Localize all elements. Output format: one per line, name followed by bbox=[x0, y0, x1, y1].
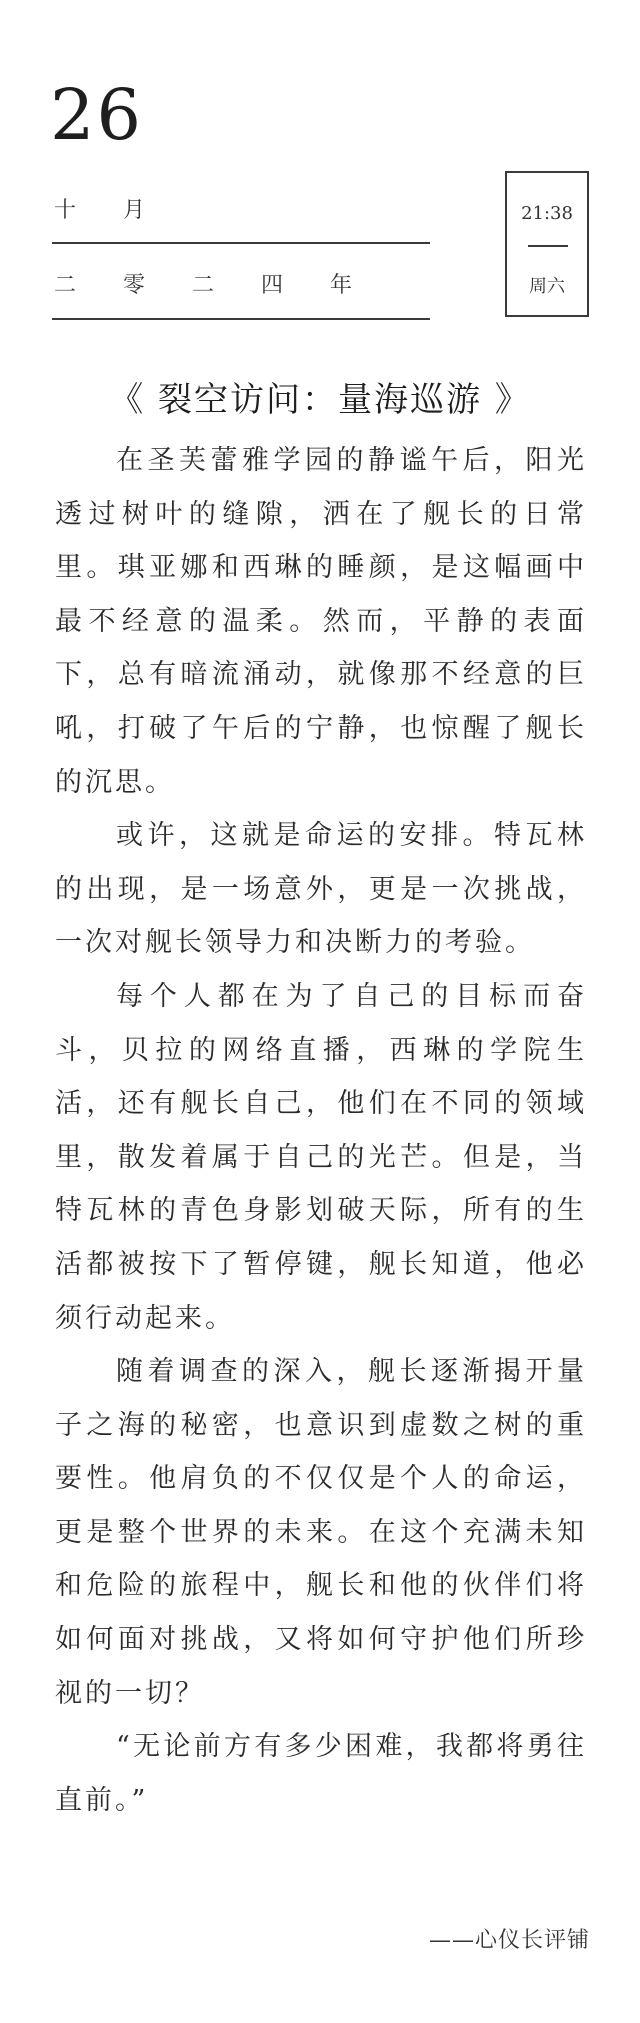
paragraph: 或许，这就是命运的安排。特瓦林的出现，是一场意外，更是一次挑战，一次对舰长领导力和决断力的考验。 bbox=[55, 820, 587, 959]
year-label: 二 零 二 四 年 bbox=[54, 273, 372, 298]
month-label: 十 月 bbox=[54, 198, 165, 223]
day-number: 26 bbox=[50, 74, 144, 156]
clock-box bbox=[505, 171, 589, 317]
article-body bbox=[55, 434, 587, 1827]
clock-divider bbox=[528, 245, 568, 247]
clock-time: 21:38 bbox=[521, 203, 573, 224]
paragraph: 随着调查的深入，舰长逐渐揭开量子之海的秘密，也意识到虚数之树的重要性。他肩负的不仅仅是个人的命运，更是整个世界的未来。在这个充满未知和危险的旅程中，舰长和他的伙伴们将如何面对挑战，又将如何守护他们所珍视的一切？ bbox=[55, 1356, 587, 1709]
clock-weekday: 周六 bbox=[529, 276, 565, 297]
paragraph-quote: “无论前方有多少困难，我都将勇往直前。” bbox=[55, 1731, 587, 1816]
paragraph: 每个人都在为了自己的目标而奋斗，贝拉的网络直播，西琳的学院生活，还有舰长自己，他们在不同的领域里，散发着属于自己的光芒。但是，当特瓦林的青色身影划破天际，所有的生活都被按下了暂停键，舰长知道，他必须行动起来。 bbox=[55, 980, 587, 1334]
divider-top bbox=[52, 242, 430, 244]
paragraph: 在圣芙蕾雅学园的静谧午后，阳光透过树叶的缝隙，洒在了舰长的日常里。琪亚娜和西琳的睡颜，是这幅画中最不经意的温柔。然而，平静的表面下，总有暗流涌动，就像那不经意的巨吼，打破了午后的宁静，也惊醒了舰长的沉思。 bbox=[55, 445, 587, 798]
divider-bottom bbox=[52, 318, 430, 320]
signature: ——心仪长评铺 bbox=[428, 1928, 590, 1953]
article-title: 《 裂空访问：量海巡游 》 bbox=[109, 380, 531, 420]
